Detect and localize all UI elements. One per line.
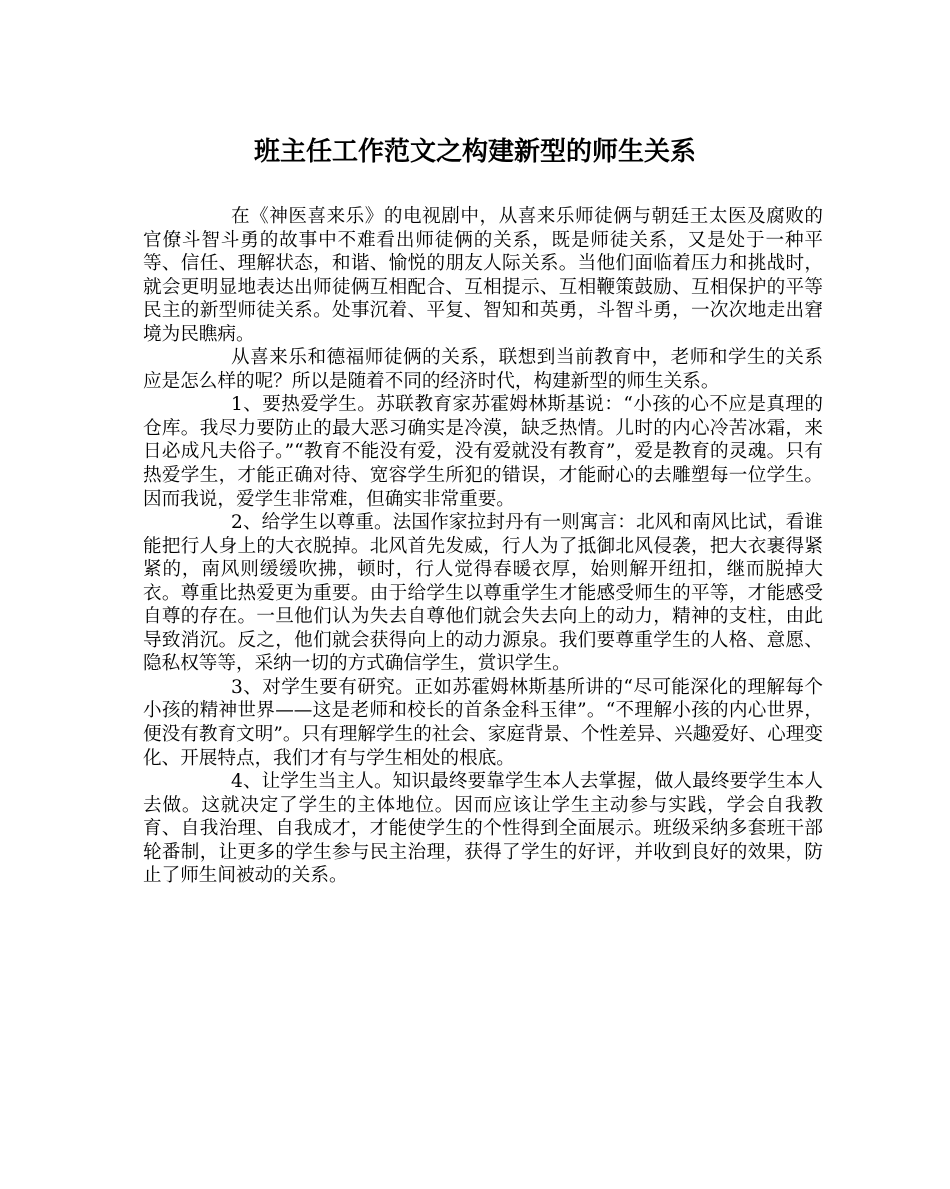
paragraph-transition: 从喜来乐和德福师徒俩的关系，联想到当前教育中，老师和学生的关系应是怎么样的呢？所以是随着不同的经济时代，构建新型的师生关系。 [143, 347, 823, 392]
document-title: 班主任工作范文之构建新型的师生关系 [253, 137, 696, 167]
paragraph-point-4: 4、让学生当主人。知识最终要靠学生本人去掌握，做人最终要学生本人去做。这就决定了学生的主体地位。因而应该让学生主动参与实践，学会自我教育、自我治理、自我成才，才能使学生的个性得到全面展示。班级采纳多套班干部轮番制，让更多的学生参与民主治理，获得了学生的好评，并收到良好的效果，防止了师生间被动的关系。 [143, 771, 823, 887]
paragraph-point-1: 1、要热爱学生。苏联教育家苏霍姆林斯基说：“小孩的心不应是真理的仓库。我尽力要防止的最大恶习确实是冷漠，缺乏热情。儿时的内心冷苦冰霜，来日必成凡夫俗子。”“教育不能没有爱，没有爱就没有教育”，爱是教育的灵魂。只有热爱学生，才能正确对待、宽容学生所犯的错误，才能耐心的去雕塑每一位学生。因而我说，爱学生非常难，但确实非常重要。 [143, 394, 823, 510]
paragraph-intro: 在《神医喜来乐》的电视剧中，从喜来乐师徒俩与朝廷王太医及腐败的官僚斗智斗勇的故事中不难看出师徒俩的关系，既是师徒关系，又是处于一种平等、信任、理解状态，和谐、愉悦的朋友人际关系。当他们面临着压力和挑战时，就会更明显地表达出师徒俩互相配合、互相提示、互相鞭策鼓励、互相保护的平等民主的新型师徒关系。处事沉着、平复、智知和英勇，斗智斗勇，一次次地走出窘境为民瞧病。 [143, 206, 823, 345]
paragraph-point-3: 3、对学生要有研究。正如苏霍姆林斯基所讲的“尽可能深化的理解每个小孩的精神世界——这是老师和校长的首条金科玉律”。“不理解小孩的内心世界，便没有教育文明”。只有理解学生的社会、家庭背景、个性差异、兴趣爱好、心理变化、开展特点，我们才有与学生相处的根底。 [143, 676, 823, 769]
paragraph-point-2: 2、给学生以尊重。法国作家拉封丹有一则寓言：北风和南风比试，看谁能把行人身上的大衣脱掉。北风首先发威，行人为了抵御北风侵袭，把大衣裹得紧紧的，南风则缓缓吹拂，顿时，行人觉得春暖衣厚，始则解开纽扣，继而脱掉大衣。尊重比热爱更为重要。由于给学生以尊重学生才能感受师生的平等，才能感受自尊的存在。一旦他们认为失去自尊他们就会失去向上的动力，精神的支柱，由此导致消沉。反之，他们就会获得向上的动力源泉。我们要尊重学生的人格、意愿、隐私权等等，采纳一切的方式确信学生，赏识学生。 [143, 512, 823, 675]
document-body [143, 205, 823, 888]
